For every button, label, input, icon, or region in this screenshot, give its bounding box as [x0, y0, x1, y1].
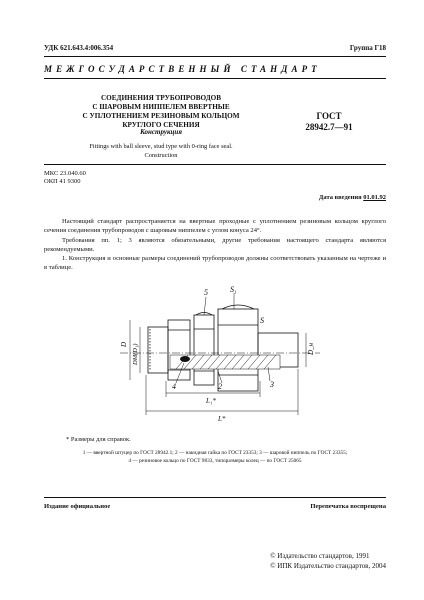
legend-line: 1 — ввертной штуцер по ГОСТ 28942.1; 2 — накидная гайка по ГОСТ 23353; 3 — шаровой ниппель по ГОСТ 23355;: [82, 450, 348, 456]
title-line: С УПЛОТНЕНИЕМ РЕЗИНОВЫМ КОЛЬЦОМ: [82, 112, 240, 120]
reprint-notice: Перепечатка воспрещена: [310, 503, 386, 510]
footnote: * Размеры для справок.: [66, 436, 131, 443]
title-rule: [44, 164, 386, 165]
callout-4: 4: [172, 382, 176, 391]
classification-codes: [44, 170, 86, 186]
legend-line: 4 — резиновое кольцо по ГОСТ 9833, типоразмеры колец — по ГОСТ 25065: [128, 457, 302, 464]
title-line: КРУГЛОГО СЕЧЕНИЯ: [122, 121, 200, 129]
dim-l: L*: [218, 415, 226, 423]
copyright-line: © ИПК Издательство стандартов, 2004: [270, 562, 386, 570]
gost-designation: [294, 111, 364, 133]
udk-code: УДК 621.643.4:006.354: [44, 44, 114, 52]
edition-label: Издание официальное: [44, 503, 111, 510]
effective-date: [319, 194, 386, 201]
document-subtitle: Конструкция: [140, 128, 182, 136]
callout-s1: S₁: [230, 285, 237, 294]
copyright-block: [270, 551, 386, 571]
date-value: 01.01.92: [363, 194, 386, 201]
title-line: СОЕДИНЕНИЯ ТРУБОПРОВОДОВ: [100, 94, 222, 102]
footer-rule: [44, 497, 386, 498]
title-line: С ШАРОВЫМ НИППЕЛЕМ ВВЕРТНЫЕ: [92, 103, 230, 111]
banner-rule: [44, 78, 386, 79]
english-title-line2: Construction: [144, 151, 178, 159]
paragraph: Настоящий стандарт распространяется на ввертные проходные с уплотнением резиновым кольцом круглого сечения соединения трубопроводов с шаровым ниппелем с углом конуса 24°.: [44, 218, 386, 235]
top-rule: [44, 56, 386, 57]
o-ring: [180, 356, 190, 362]
dim-d-thread: DM(D₁): [132, 343, 139, 365]
okp-code: ОКП 41 9300: [44, 178, 81, 185]
gost-number: 28942.7—91: [305, 122, 353, 132]
group-code: Группа Г18: [349, 44, 386, 52]
english-title: [44, 143, 278, 160]
english-title-line1: Fittings with ball sleeve, stud type with 0-ring face seal.: [89, 143, 233, 150]
callout-3: 3: [270, 380, 274, 389]
dim-d-h: D_н: [307, 342, 315, 355]
connection-drawing: [110, 283, 330, 425]
dim-l1: L₁*: [206, 397, 216, 405]
parts-legend: [44, 450, 386, 465]
mks-code: МКС 23.040.60: [44, 170, 86, 177]
paragraph: 1. Конструкция и основные размеры соединений трубопроводов должны соответствовать указанным на чертеже и в таблице.: [44, 255, 386, 272]
callout-s: S: [260, 316, 264, 325]
date-label: Дата введения: [318, 194, 362, 201]
document-title: [44, 94, 278, 130]
callout-2: 2: [218, 382, 222, 391]
gost-label: ГОСТ: [316, 111, 342, 121]
copyright-line: © Издательство стандартов, 1991: [270, 552, 370, 560]
standard-banner: МЕЖГОСУДАРСТВЕННЫЙ СТАНДАРТ: [44, 64, 321, 74]
paragraph: Требования пп. 1; 3 являются обязательными, другие требования настоящего стандарта являются рекомендуемыми.: [44, 236, 386, 253]
dim-d-outer: D: [120, 341, 128, 347]
callout-5: 5: [204, 288, 208, 297]
body-text: [44, 217, 386, 273]
